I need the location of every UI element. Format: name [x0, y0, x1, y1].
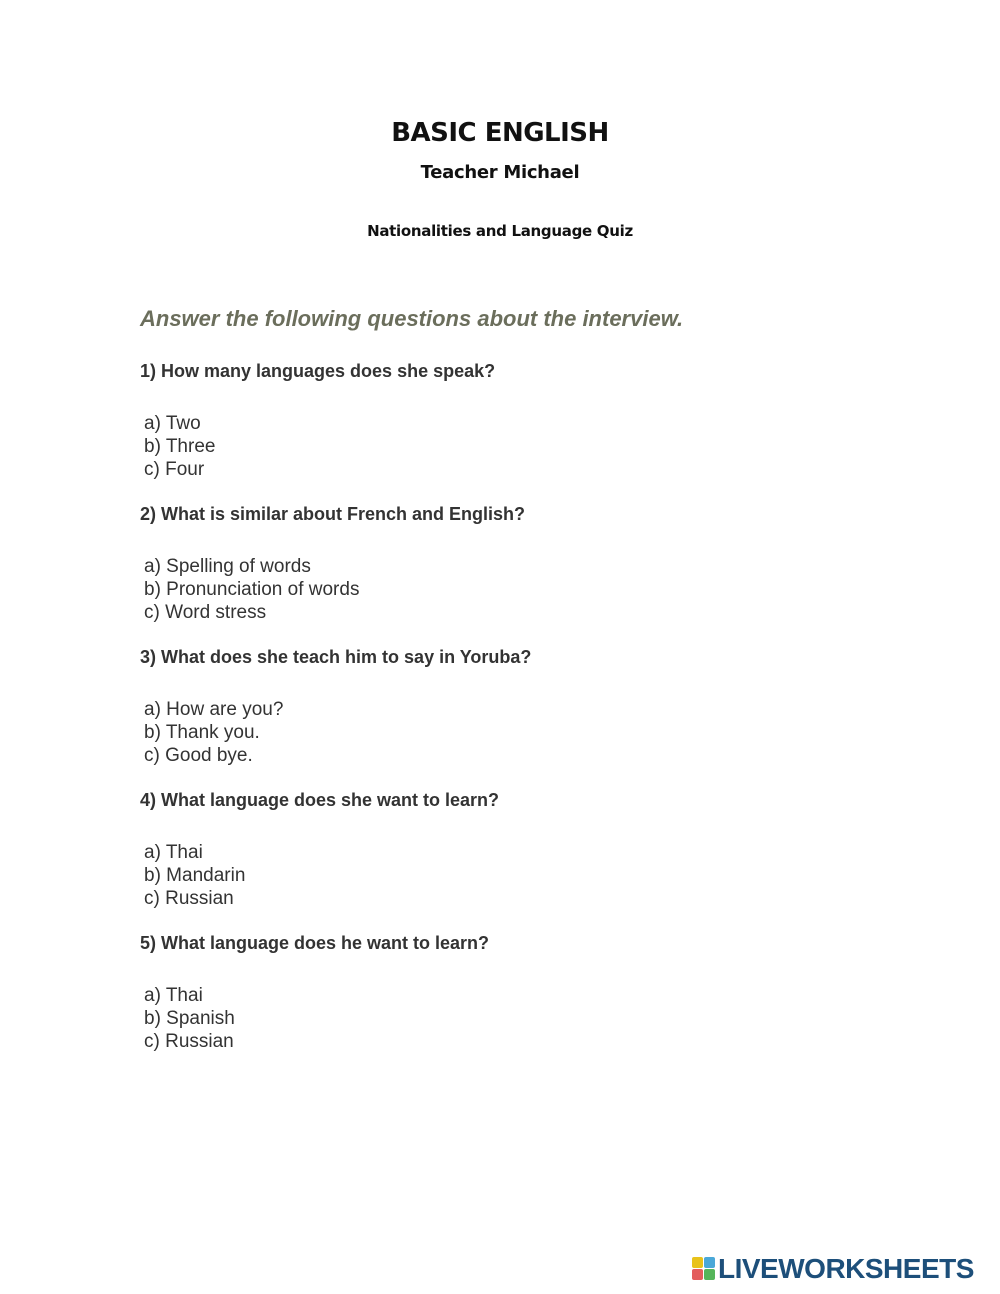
- question-text: 2) What is similar about French and English?: [140, 504, 526, 524]
- teacher-name: Teacher Michael: [420, 162, 580, 183]
- brand-name: LIVEWORKSHEETS: [718, 1253, 974, 1284]
- page-title: BASIC ENGLISH: [391, 118, 609, 148]
- liveworksheets-brand[interactable]: [692, 1254, 974, 1284]
- option-b[interactable]: b) Thank you.: [144, 722, 260, 743]
- question-text: 1) How many languages does she speak?: [140, 361, 496, 381]
- option-b[interactable]: b) Spanish: [144, 1008, 235, 1029]
- liveworksheets-logo-icon: [692, 1257, 716, 1281]
- option-a[interactable]: a) Spelling of words: [144, 556, 311, 577]
- option-b[interactable]: b) Three: [144, 436, 216, 457]
- option-c[interactable]: c) Good bye.: [144, 745, 253, 766]
- question-5: [140, 932, 900, 1053]
- option-a[interactable]: a) Two: [144, 413, 201, 434]
- options-list: [144, 412, 900, 481]
- quiz-subtitle: Nationalities and Language Quiz: [367, 222, 633, 240]
- options-list: [144, 555, 900, 624]
- option-b[interactable]: b) Mandarin: [144, 865, 246, 886]
- option-a[interactable]: a) Thai: [144, 985, 203, 1006]
- question-text: 3) What does she teach him to say in Yoruba?: [140, 647, 532, 667]
- question-text: 4) What language does she want to learn?: [140, 790, 500, 810]
- question-text: 5) What language does he want to learn?: [140, 933, 490, 953]
- question-2: [140, 503, 900, 624]
- option-a[interactable]: a) How are you?: [144, 699, 284, 720]
- option-a[interactable]: a) Thai: [144, 842, 203, 863]
- question-1: [140, 360, 900, 481]
- option-c[interactable]: c) Russian: [144, 1031, 234, 1052]
- option-c[interactable]: c) Word stress: [144, 602, 267, 623]
- question-4: [140, 789, 900, 910]
- instructions-text: Answer the following questions about the interview.: [140, 306, 684, 331]
- options-list: [144, 698, 900, 767]
- option-b[interactable]: b) Pronunciation of words: [144, 579, 360, 600]
- options-list: [144, 841, 900, 910]
- option-c[interactable]: c) Four: [144, 459, 205, 480]
- options-list: [144, 984, 900, 1053]
- question-3: [140, 646, 900, 767]
- option-c[interactable]: c) Russian: [144, 888, 234, 909]
